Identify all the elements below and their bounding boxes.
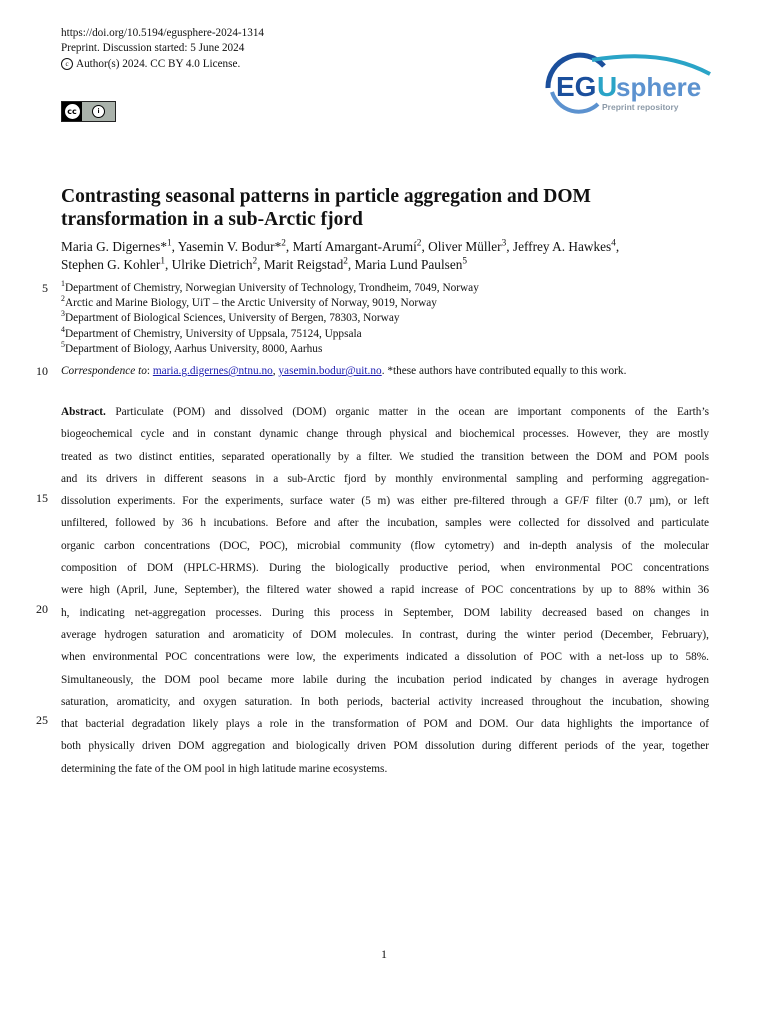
abstract-line: h, indicating net-aggregation processes. During this process in September, DOM lability decreased based on changes in — [61, 606, 709, 619]
paper-title — [61, 185, 711, 231]
correspondence-label: Correspondence to — [61, 365, 147, 377]
discussion-date: Preprint. Discussion started: 5 June 2024 — [61, 42, 245, 55]
logo-tagline: Preprint repository — [602, 102, 679, 112]
logo-text-eg: EG — [556, 71, 597, 102]
abstract-line: when environmental POC concentrations were low, the experiments indicated a dissolution of POC with a net-loss up to 58%. — [61, 651, 709, 664]
title-line-2: transformation in a sub-Arctic fjord — [61, 209, 363, 230]
affiliation: $^5$Department of Biology, Aarhus University, 8000, Aarhus — [61, 340, 323, 355]
abstract-line: treated as two distinct entities, separated operationally by a filter. We studied the transition between the DOM and POM pools — [61, 450, 709, 463]
abstract-line: dissolution experiments. For the experiments, surface water (5 m) was either pre-filtered through a GF/F filter (0.7 µm), or left — [61, 495, 709, 508]
logo-text-u: U — [597, 71, 618, 102]
author: Stephen G. Kohler — [61, 257, 161, 273]
cc-icon: cc — [62, 102, 82, 121]
affiliations — [61, 281, 479, 357]
abstract-line: average hydrogen saturation and aromaticity of DOM molecules. In contrast, during the winter period (December, February), — [61, 628, 709, 641]
correspondence: Correspondence to: maria.g.digernes@ntnu.no, yasemin.bodur@uit.no. *these authors have contributed equally to this work. — [61, 365, 627, 377]
author-list — [61, 238, 711, 275]
abstract-label: Abstract. — [61, 406, 106, 418]
line-number: 20 — [36, 602, 48, 616]
abstract-line: organic carbon concentrations (DOC, POC), microbial community (flow cytometry) and in-depth analysis of the molecular — [61, 539, 709, 552]
abstract-line: determining the fate of the OM pool in high latitude marine ecosystems. — [61, 762, 388, 775]
line-number: 25 — [36, 713, 48, 727]
email-link-1[interactable]: maria.g.digernes@ntnu.no — [152, 365, 273, 377]
affiliation: $^2$Arctic and Marine Biology, UiT – the Arctic University of Norway, 9019, Norway — [61, 294, 437, 310]
doi-link[interactable]: https://doi.org/10.5194/egusphere-2024-1314 — [61, 27, 265, 39]
affiliation: $^3$Department of Biological Sciences, University of Bergen, 78303, Norway — [61, 309, 400, 325]
author: Maria Lund Paulsen — [354, 257, 463, 273]
author: Marit Reigstad — [263, 257, 344, 273]
preprint-header — [61, 26, 264, 72]
abstract-line: Abstract. Particulate (POM) and dissolved (DOM) organic matter in the ocean are important components of the Earth’s — [61, 406, 709, 418]
abstract-line: saturation, aromaticity, and oxygen saturation. In both periods, bacterial activity increased throughout the incubation, showing — [61, 695, 709, 708]
line-number: 5 — [42, 281, 48, 295]
authors-line-2: Stephen G. Kohler$^1$, Ulrike Dietrich$^2$, Marit Reigstad$^2$, Maria Lund Paulsen$^5$ — [61, 256, 468, 273]
author: Oliver Müller — [428, 239, 502, 254]
abstract — [61, 401, 709, 780]
title-line-1: Contrasting seasonal patterns in particle aggregation and DOM — [61, 186, 591, 207]
line-number: 10 — [36, 364, 48, 378]
abstract-line: both physically driven DOM aggregation and biologically driven POM dissolution during different periods of the year, together — [61, 740, 709, 753]
abstract-line: unfiltered, followed by 36 h incubations. Before and after the incubation, samples were collected for dissolved and particulate — [61, 517, 709, 530]
abstract-line: and its drivers in different seasons in a sub-Arctic fjord by monthly environmental sampling and performing aggregation- — [61, 472, 709, 485]
abstract-line: composition of DOM (HPLC-HRMS). During the biologically productive period, when environmental POC concentrations — [61, 562, 709, 575]
line-number: 15 — [36, 491, 48, 505]
authors-line-1: Maria G. Digernes*$^1$, Yasemin V. Bodur*$^2$, Martí Amargant-Arumí$^2$, Oliver Müller$^3$, Jeffrey A. Hawkes$^4$, — [61, 238, 620, 254]
author: Jeffrey A. Hawkes — [512, 239, 612, 254]
abstract-line: biogeochemical cycle and in constant dynamic change through physical and biochemical processes. However, they are mostly — [61, 428, 709, 441]
email-link-2[interactable]: yasemin.bodur@uit.no — [278, 365, 382, 377]
page-number: 1 — [381, 947, 387, 961]
author: Martí Amargant-Arumí — [292, 239, 417, 254]
copyright-icon: c — [61, 58, 73, 70]
abstract-line: Simultaneously, the DOM pool became more labile during the incubation period indicated by changes in average hydrogen — [61, 673, 709, 686]
abstract-line: that bacterial degradation likely plays a role in the transformation of POM and DOM. Our data highlights the importance of — [61, 718, 709, 731]
abstract-line: were high (April, June, September), the filtered water showed a rapid increase of POC concentrations by up to 88% within 36 — [61, 584, 709, 597]
copyright-text: Author(s) 2024. CC BY 4.0 License. — [76, 57, 241, 70]
egusphere-logo — [542, 52, 712, 118]
affiliation: $^1$Department of Chemistry, Norwegian University of Technology, Trondheim, 7049, Norway — [61, 279, 479, 294]
logo-text-sphere: sphere — [616, 72, 702, 102]
author: Ulrike Dietrich — [171, 257, 253, 273]
copyright-line — [61, 57, 264, 72]
author: Maria G. Digernes* — [61, 239, 167, 254]
author: Yasemin V. Bodur* — [177, 239, 282, 254]
by-icon: i — [82, 105, 115, 118]
equal-contribution-note: . *these authors have contributed equally to this work. — [381, 365, 627, 377]
cc-by-license-badge[interactable] — [61, 101, 116, 122]
affiliation: $^4$Department of Chemistry, University of Uppsala, 75124, Uppsala — [61, 324, 362, 340]
